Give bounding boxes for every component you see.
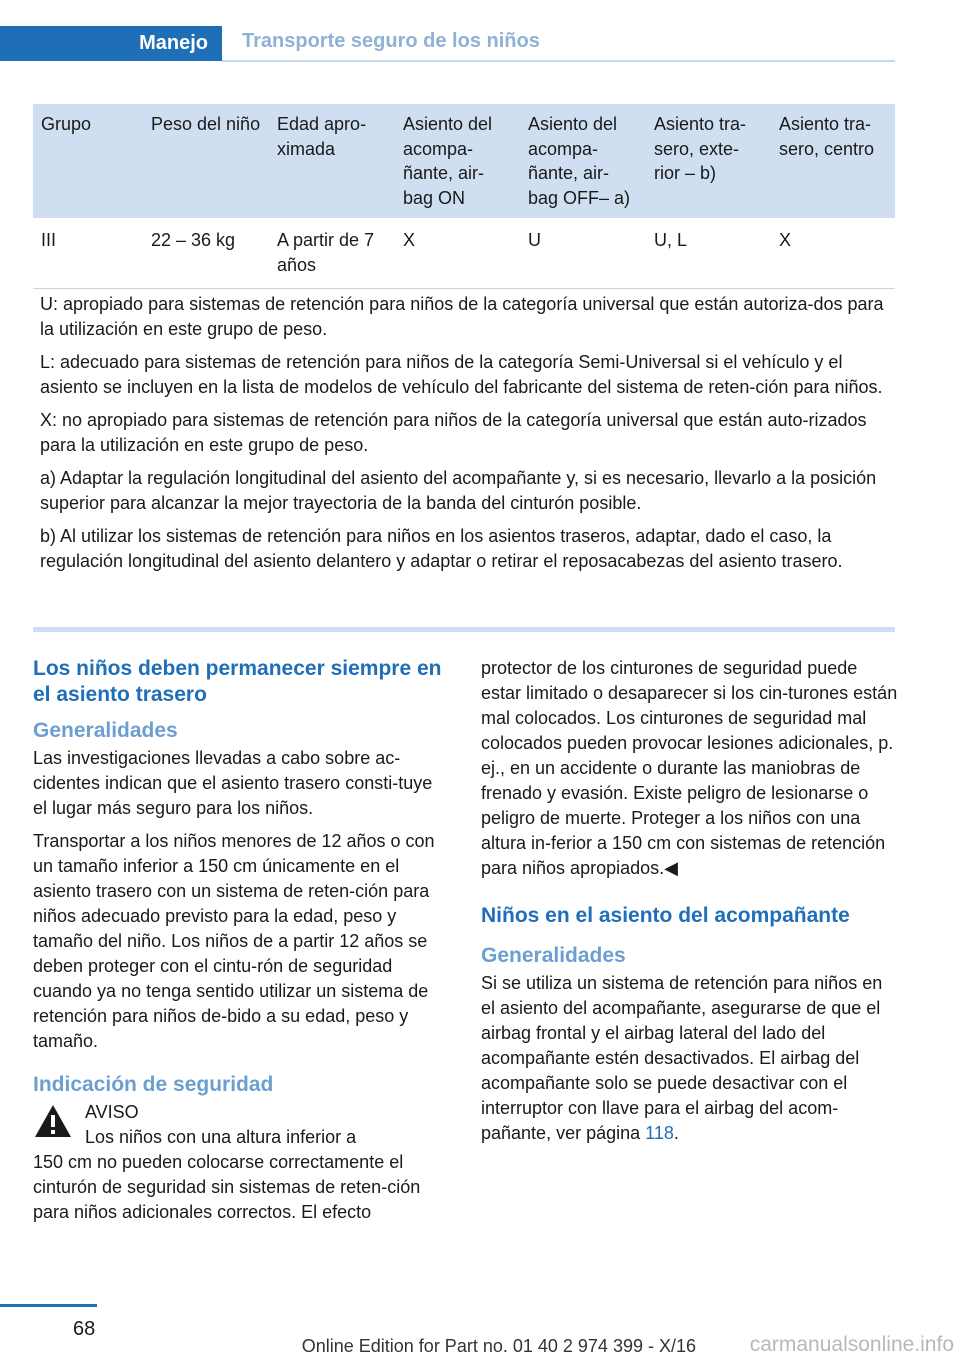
paragraph-text: Si se utiliza un sistema de retención para niños en el asiento del acompañante, asegurarse de que el airbag frontal y el airbag lateral del lado del acompañante estén desactivados. El airbag del acompañante solo se puede desactivar con el interruptor con llave para el airbag del acom-pañante, ver página [481, 973, 883, 1143]
warning-title: AVISO [85, 1102, 139, 1122]
page-number: 68 [73, 1318, 96, 1340]
warning-block [33, 1100, 451, 1225]
subheading-general: Generalidades [33, 719, 178, 742]
header-chapter-tab[interactable]: Manejo [0, 26, 222, 61]
table-header-cell: Asiento tra-sero, exte-rior – b) [654, 114, 747, 183]
right-column [481, 656, 899, 1154]
page-link[interactable]: 118 [645, 1123, 674, 1143]
subheading-general: Generalidades [481, 944, 626, 967]
table-cell: III [33, 218, 143, 289]
paragraph [481, 971, 899, 1146]
note-x: X: no apropiado para sistemas de retención para niños de la categoría universal que están auto-rizados para la utilización en este grupo de peso. [40, 410, 867, 455]
paragraph: Transportar a los niños menores de 12 años o con un tamaño inferior a 150 cm únicamente en el asiento trasero con un sistema de reten-ción para niños adecuado previsto para la edad, peso y tamaño del niño. Los niños de a partir 12 años se deben proteger con el cintu-rón de seguridad cuando ya no tenga sentido utilizar un sistema de retención para niños de-bido a su edad, peso y tamaño. [33, 831, 435, 1051]
warning-triangle-icon [33, 1103, 73, 1139]
warning-text: Los niños con una altura inferior a [85, 1127, 357, 1147]
table-header-row [33, 104, 895, 218]
table-cell: 22 – 36 kg [143, 218, 269, 289]
note-u: U: apropiado para sistemas de retención para niños de la categoría universal que están autoriza-dos para la utilización en este grupo de peso. [40, 294, 884, 339]
table-row [33, 218, 895, 289]
header-section-title[interactable]: Transporte seguro de los niños [242, 30, 540, 52]
table-header-cell: Asiento del acompa-ñante, air-bag ON [403, 114, 493, 208]
note-l: L: adecuado para sistemas de retención para niños de la categoría Semi-Universal si el vehículo y el asiento se incluyen en la lista de modelos de vehículo del fabricante del sistema de reten-ción para niños. [40, 352, 883, 397]
table-notes [40, 292, 890, 582]
child-seat-table [33, 104, 895, 289]
table-header-cell: Asiento del acompa-ñante, air-bag OFF– a) [528, 114, 631, 208]
note-b: b) Al utilizar los sistemas de retención para niños en los asientos traseros, adaptar, dado el caso, la regulación longitudinal del asiento delantero y adaptar o retirar el reposacabezas del asiento trasero. [40, 526, 843, 571]
table-cell: X [771, 218, 895, 289]
section-heading-rear-seat: Los niños deben permanecer siempre en el asiento trasero [33, 657, 442, 706]
edition-text: Online Edition for Part no. 01 40 2 974 399 - X/16 [301, 1336, 696, 1356]
paragraph-end: . [673, 1123, 679, 1143]
table-cell: X [395, 218, 520, 289]
paragraph: protector de los cinturones de seguridad puede estar limitado o desaparecer si los cin-turones están mal colocados. Los cinturones de seguridad mal colocados pueden provocar lesiones adicionales, p. ej., en un accidente o durante las maniobras de frenado y evasión. Existe peligro de lesionarse o peligro de muerte. Proteger a los niños con una altura in-ferior a 150 cm con sistemas de retención para niños apropiados.◀ [481, 658, 898, 878]
table-header-cell: Grupo [41, 114, 92, 134]
header-rule [222, 60, 895, 62]
section-heading-passenger-seat: Niños en el asiento del acompañante [481, 904, 850, 927]
note-a: a) Adaptar la regulación longitudinal del asiento del acompañante y, si es necesario, llevarlo a la posición superior para alcanzar la mejor trayectoria de la banda del cinturón posible. [40, 468, 877, 513]
left-column [33, 656, 451, 1233]
warning-text-continued: 150 cm no pueden colocarse correctamente el cinturón de seguridad sin sistemas de reten-ción para niños adicionales correctos. El efecto [33, 1152, 421, 1222]
table-bottom-rule [33, 627, 895, 632]
table-cell: U, L [646, 218, 771, 289]
watermark: carmanualsonline.info [749, 1333, 954, 1356]
footer-rule [0, 1304, 97, 1307]
table-header-cell: Peso del niño [151, 114, 261, 134]
subheading-safety: Indicación de seguridad [33, 1073, 274, 1096]
table-cell: A partir de 7 años [269, 218, 395, 289]
paragraph: Las investigaciones llevadas a cabo sobre ac-cidentes indican que el asiento trasero consti-tuye el lugar más seguro para los niños. [33, 748, 433, 818]
table-cell: U [520, 218, 646, 289]
table-header-cell: Asiento tra-sero, centro [779, 114, 875, 159]
table-header-cell: Edad apro-ximada [277, 114, 367, 159]
